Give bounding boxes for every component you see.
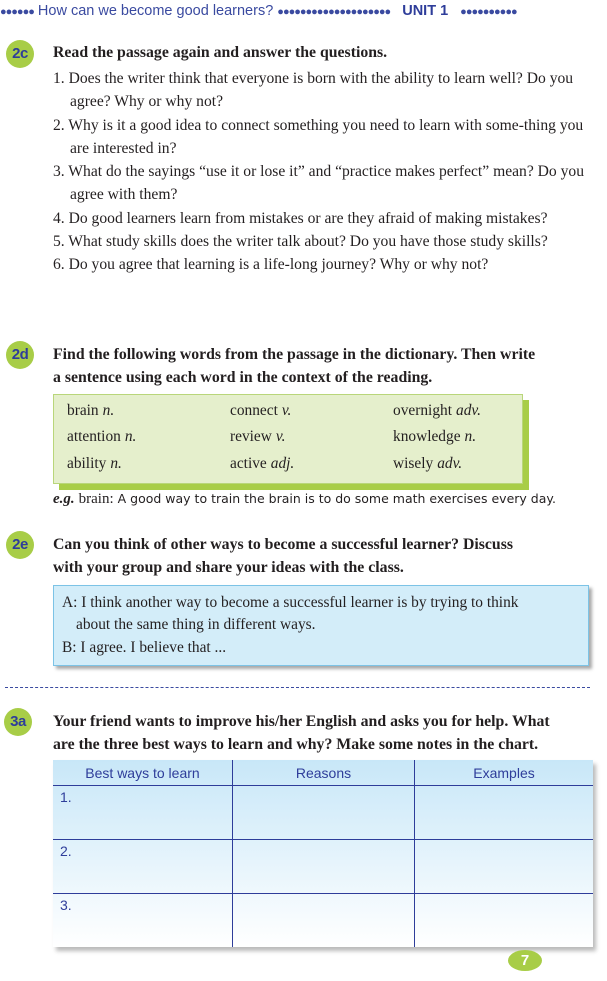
title-line: Your friend wants to improve his/her English and asks you for help. What xyxy=(53,713,550,730)
example-text: A good way to train the brain is to do some math exercises every day. xyxy=(117,491,556,506)
header-title: How can we become good learners? xyxy=(37,3,274,19)
part-of-speech: adv. xyxy=(456,402,481,419)
part-of-speech: n. xyxy=(124,428,137,445)
unit-label: UNIT 1 xyxy=(402,3,449,19)
vocabulary-word xyxy=(67,402,114,420)
section-badge-2d: 2d xyxy=(6,341,34,369)
part-of-speech: n. xyxy=(464,428,477,445)
question: 3. What do the sayings “use it or lose it” and “practice makes perfect” mean? Do you agree with them? xyxy=(53,163,585,204)
reasons-cell[interactable] xyxy=(233,840,415,894)
section-2d-title xyxy=(53,343,598,389)
vocabulary-word xyxy=(230,455,294,473)
part-of-speech: adj. xyxy=(270,455,295,472)
table-row xyxy=(53,894,593,948)
dialogue-a-line: about the same thing in different ways. xyxy=(76,615,316,633)
reasons-cell[interactable] xyxy=(233,786,415,840)
row-number-cell[interactable]: 2. xyxy=(53,840,233,894)
vocabulary-word xyxy=(230,428,285,446)
question: 6. Do you agree that learning is a life-long journey? Why or why not? xyxy=(53,256,489,274)
dialogue-a-line: A: I think another way to become a successful learner is by trying to think xyxy=(62,594,519,611)
part-of-speech: n. xyxy=(110,455,122,472)
section-3a-title xyxy=(53,710,598,756)
column-header: Reasons xyxy=(233,760,415,786)
examples-cell[interactable] xyxy=(415,786,594,840)
part-of-speech: n. xyxy=(102,402,115,419)
table-row xyxy=(53,786,593,840)
title-line: with your group and share your ideas with the class. xyxy=(53,559,404,576)
section-badge-2e: 2e xyxy=(6,531,34,559)
dialogue-b-line: B: I agree. I believe that ... xyxy=(62,639,227,656)
part-of-speech: v. xyxy=(275,428,286,445)
example-label: e.g. xyxy=(53,491,75,507)
example-sentence xyxy=(53,491,556,508)
vocabulary-word xyxy=(67,455,122,473)
vocabulary-word xyxy=(67,428,136,446)
section-badge-3a: 3a xyxy=(4,708,32,736)
notes-chart xyxy=(53,760,593,947)
question: 5. What study skills does the writer talk about? Do you have those study skills? xyxy=(53,233,548,251)
column-header: Best ways to learn xyxy=(53,760,233,786)
vocabulary-word xyxy=(393,402,481,420)
examples-cell[interactable] xyxy=(415,840,594,894)
row-number-cell[interactable]: 1. xyxy=(53,786,233,840)
part-of-speech: v. xyxy=(281,402,292,419)
row-number-cell[interactable]: 3. xyxy=(53,894,233,948)
word: connect xyxy=(230,402,278,419)
vocabulary-word xyxy=(393,428,476,446)
word: review xyxy=(230,428,272,445)
word: ability xyxy=(67,455,107,472)
dialogue-box xyxy=(53,585,589,666)
example-word: brain: xyxy=(78,491,114,507)
reasons-cell[interactable] xyxy=(233,894,415,948)
section-badge-2c: 2c xyxy=(6,40,34,68)
title-line: Find the following words from the passage in the dictionary. Then write xyxy=(53,346,536,363)
column-header: Examples xyxy=(415,760,594,786)
word: knowledge xyxy=(393,428,461,445)
word: attention xyxy=(67,428,121,445)
section-2e-title xyxy=(53,533,598,579)
page-header: ●●●●●● How can we become good learners? ●●●●●●●●●●●●●●●●●●●● UNIT 1 ●●●●●●●●●● xyxy=(0,3,517,19)
title-line: Can you think of other ways to become a successful learner? Discuss xyxy=(53,536,513,553)
word: brain xyxy=(67,402,99,419)
section-divider xyxy=(5,687,590,688)
question: 2. Why is it a good idea to connect something you need to learn with some-thing you are interested in? xyxy=(53,116,584,157)
page-number: 7 xyxy=(508,950,542,971)
question-list xyxy=(53,67,598,277)
question: 1. Does the writer think that everyone is born with the ability to learn well? Do you agree? Why or why not? xyxy=(53,70,574,111)
word: overnight xyxy=(393,402,452,419)
vocabulary-box xyxy=(53,394,523,484)
word: wisely xyxy=(393,455,434,472)
vocabulary-word xyxy=(230,402,291,420)
word: active xyxy=(230,455,267,472)
question: 4. Do good learners learn from mistakes or are they afraid of making mistakes? xyxy=(53,209,548,227)
examples-cell[interactable] xyxy=(415,894,594,948)
vocabulary-word xyxy=(393,455,462,473)
table-row xyxy=(53,840,593,894)
title-line: a sentence using each word in the context of the reading. xyxy=(53,369,433,386)
title-line: are the three best ways to learn and why? Make some notes in the chart. xyxy=(53,736,539,753)
section-2c-title: Read the passage again and answer the questions. xyxy=(53,44,388,61)
part-of-speech: adv. xyxy=(437,455,463,472)
